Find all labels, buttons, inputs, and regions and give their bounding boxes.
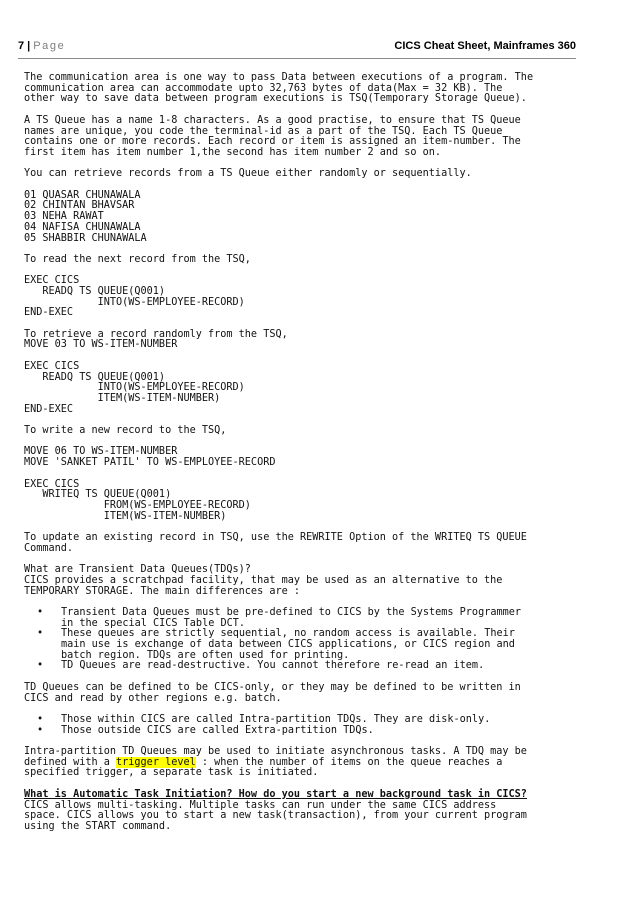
code-move-statements: MOVE 06 TO WS-ITEM-NUMBER MOVE 'SANKET PATIL' TO WS-EMPLOYEE-RECORD bbox=[24, 446, 276, 469]
highlighted-term: trigger level bbox=[116, 756, 196, 768]
paragraph-read-next: To read the next record from the TSQ, bbox=[24, 253, 251, 265]
page-word: Page bbox=[33, 40, 66, 52]
list-item: • TD Queues are read-destructive. You cannot therefore re-read an item. bbox=[37, 660, 485, 672]
tdq-differences-list bbox=[24, 608, 584, 672]
paragraph-retrieve: You can retrieve records from a TS Queue either randomly or sequentially. bbox=[24, 168, 472, 180]
code-readq-next: EXEC CICS READQ TS QUEUE(Q001) INTO(WS-EMPLOYEE-RECORD) END-EXEC bbox=[24, 275, 245, 319]
tdq-types-list bbox=[24, 715, 584, 736]
list-item: • Those outside CICS are called Extra-partition TDQs. bbox=[37, 724, 374, 736]
bullet-icon: • bbox=[37, 724, 44, 736]
page-separator: | bbox=[27, 40, 31, 52]
code-readq-item: EXEC CICS READQ TS QUEUE(Q001) INTO(WS-EMPLOYEE-RECORD) ITEM(WS-ITEM-NUMBER) END-EXEC bbox=[24, 360, 245, 415]
list-item: • Transient Data Queues must be pre-defined to CICS by the Systems Programmer in the special CICS Table DCT. bbox=[37, 606, 522, 629]
bullet-icon: • bbox=[37, 606, 44, 618]
page-content bbox=[24, 73, 584, 833]
paragraph-ts-queue: A TS Queue has a name 1-8 characters. As a good practise, to ensure that TS Queue names are unique, you code the terminal-id as a part of the TSQ. Each TS Queue contains one or more records. Each record or item is assigned an item-number. The first item has item number 1,the second has item number 2 and so on. bbox=[24, 114, 521, 158]
header-rule bbox=[18, 58, 576, 59]
bullet-icon: • bbox=[37, 660, 44, 672]
paragraph-tdq-intro: What are Transient Data Queues(TDQs)? CICS provides a scratchpad facility, that may be used as an alternative to the TEMPORARY STORAGE. The main differences are : bbox=[24, 564, 503, 597]
list-item: • Those within CICS are called Intra-partition TDQs. They are disk-only. bbox=[37, 713, 491, 725]
section-heading: What is Automatic Task Initiation? How do you start a new background task in CICS? bbox=[24, 788, 527, 800]
paragraph-trigger: Intra-partition TD Queues may be used to initiate asynchronous tasks. A TDQ may be defined with a trigger level : when the number of items on the queue reaches a specified trigger, a separate task is initiated. bbox=[24, 746, 527, 779]
paragraph-tdq-regions: TD Queues can be defined to be CICS-only, or they may be defined to be written in CICS and read by other regions e.g. batch. bbox=[24, 681, 521, 704]
paragraph-rewrite: To update an existing record in TSQ, use the REWRITE Option of the WRITEQ TS QUEUE Command. bbox=[24, 532, 527, 554]
bullet-icon: • bbox=[37, 713, 44, 725]
page-number-block bbox=[18, 40, 65, 52]
record-list: 01 QUASAR CHUNAWALA 02 CHINTAN BHAVSAR 03 NEHA RAWAT 04 NAFISA CHUNAWALA 05 SHABBIR CHUNAWALA bbox=[24, 189, 147, 244]
page-header bbox=[18, 40, 576, 56]
paragraph-multitasking: CICS allows multi-tasking. Multiple tasks can run under the same CICS address space. CICS allows you to start a new task(transaction), from your current program using the START command. bbox=[24, 799, 527, 832]
bullet-icon: • bbox=[37, 628, 44, 640]
document-title: CICS Cheat Sheet, Mainframes 360 bbox=[394, 40, 576, 52]
paragraph-write: To write a new record to the TSQ, bbox=[24, 425, 227, 437]
list-item: • These queues are strictly sequential, no random access is available. Their main use is exchange of data between CICS applications, or CICS region and batch region. TDQs are often used for printing. bbox=[37, 628, 515, 661]
page-number: 7 bbox=[18, 40, 25, 52]
paragraph-commarea: The communication area is one way to pass Data between executions of a program. The communication area can accommodate upto 32,763 bytes of data(Max = 32 KB). The other way to save data between program executions is TSQ(Temporary Storage Queue). bbox=[24, 72, 534, 105]
code-writeq: EXEC CICS WRITEQ TS QUEUE(Q001) FROM(WS-EMPLOYEE-RECORD) ITEM(WS-ITEM-NUMBER) bbox=[24, 478, 251, 522]
paragraph-read-random: To retrieve a record randomly from the TSQ, MOVE 03 TO WS-ITEM-NUMBER bbox=[24, 328, 288, 351]
